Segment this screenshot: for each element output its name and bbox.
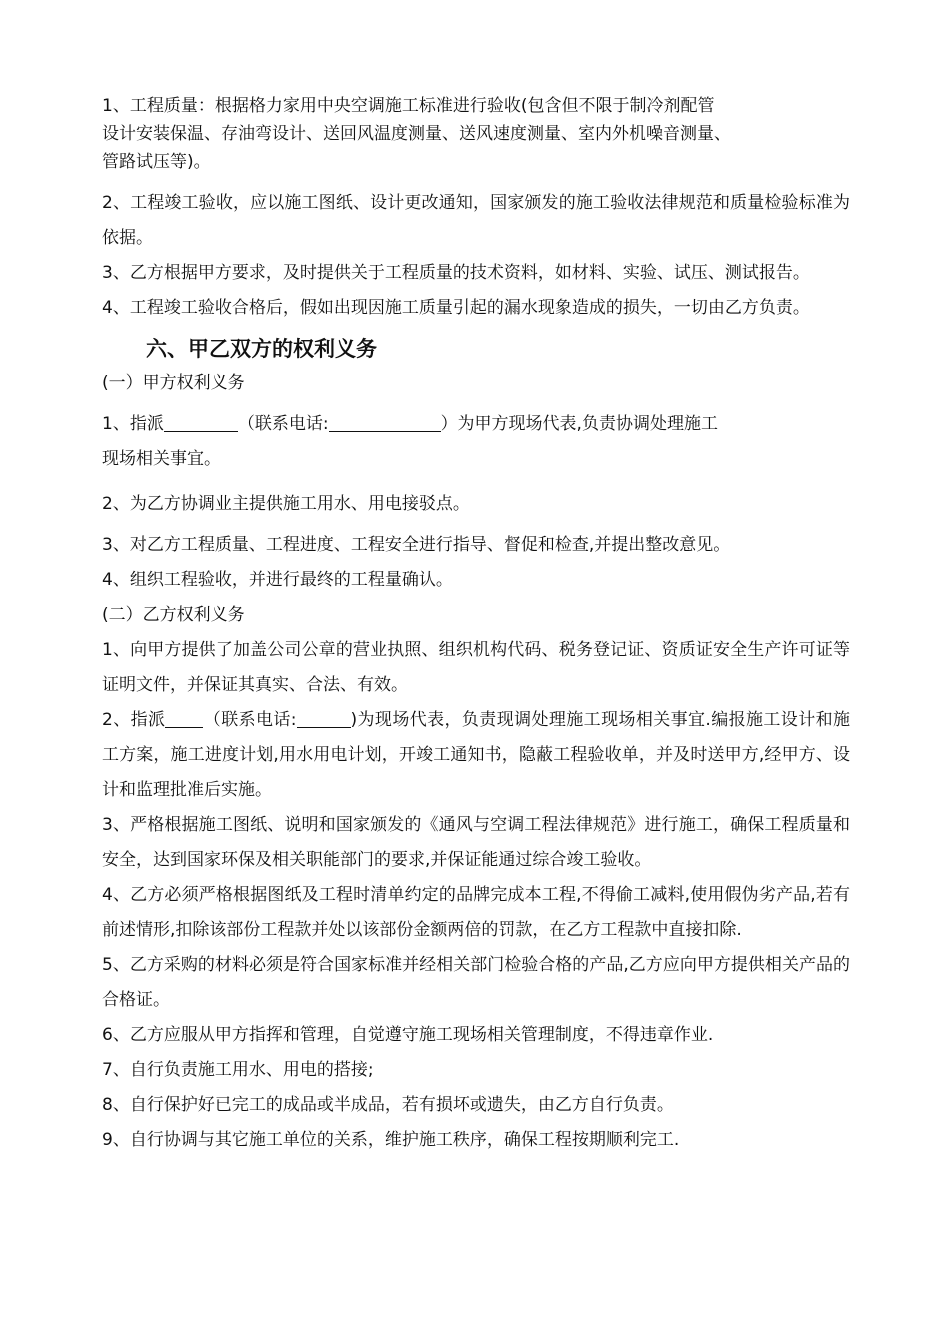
party-b-item-8: 8、自行保护好已完工的成品或半成品，若有损坏或遗失，由乙方自行负责。	[102, 1095, 674, 1115]
quality-clause-line-2: 设计安装保温、存油弯设计、送回风温度测量、送风速度测量、室内外机噪音测量、	[102, 124, 731, 144]
party-a-item-1	[102, 407, 850, 442]
party-a-item-1-suffix: ）为甲方现场代表,负责协调处理施工	[440, 414, 718, 434]
party-b-item-3: 3、严格根据施工图纸、说明和国家颁发的《通风与空调工程法律规范》进行施工，确保工程质量和安全，达到国家环保及相关职能部门的要求,并保证能通过综合竣工验收。	[102, 815, 850, 870]
party-b-item-9: 9、自行协调与其它施工单位的关系，维护施工秩序，确保工程按期顺利完工.	[102, 1130, 680, 1150]
party-a-item-1-line-2: 现场相关事宜。	[102, 449, 221, 469]
party-b-item-2	[102, 703, 850, 808]
party-b-item-2-prefix: 2、指派	[102, 710, 166, 730]
representative-name-blank-2	[165, 709, 203, 728]
party-a-item-3: 3、对乙方工程质量、工程进度、工程安全进行指导、督促和检查,并提出整改意见。	[102, 535, 731, 555]
party-b-item-7: 7、自行负责施工用水、用电的搭接;	[102, 1060, 374, 1080]
party-a-item-4: 4、组织工程验收，并进行最终的工程量确认。	[102, 570, 453, 590]
leak-liability-clause: 4、工程竣工验收合格后，假如出现因施工质量引起的漏水现象造成的损失，一切由乙方负责。	[102, 298, 810, 318]
party-b-subheading: (二）乙方权利义务	[102, 605, 245, 625]
representative-name-blank	[164, 413, 238, 432]
phone-number-blank	[329, 413, 441, 432]
phone-number-blank-2	[297, 709, 351, 728]
party-b-item-5: 5、乙方采购的材料必须是符合国家标准并经相关部门检验合格的产品,乙方应向甲方提供相关产品的合格证。	[102, 955, 850, 1010]
party-a-item-1-phone-label: （联系电话:	[237, 414, 329, 434]
party-b-item-1: 1、向甲方提供了加盖公司公章的营业执照、组织机构代码、税务登记证、资质证安全生产许可证等证明文件，并保证其真实、合法、有效。	[102, 640, 850, 695]
acceptance-basis-clause: 2、工程竣工验收，应以施工图纸、设计更改通知，国家颁发的施工验收法律规范和质量检验标准为依据。	[102, 193, 850, 248]
party-b-item-2-suffix: )为现场代表，负责现调处理施工现场相关事宜.编报施工设计和施工方案，施工进度计划,用水用电计划，开竣工通知书，隐蔽工程验收单，并及时送甲方,经甲方、设计和监理批准后实施。	[102, 710, 850, 800]
party-a-subheading: (一）甲方权利义务	[102, 373, 245, 393]
party-b-item-2-phone-label: （联系电话:	[203, 710, 297, 730]
section-heading-rights-obligations: 六、甲乙双方的权利义务	[146, 336, 377, 361]
technical-documents-clause: 3、乙方根据甲方要求，及时提供关于工程质量的技术资料，如材料、实验、试压、测试报告。	[102, 263, 810, 283]
party-a-item-2: 2、为乙方协调业主提供施工用水、用电接驳点。	[102, 494, 470, 514]
party-a-item-1-prefix: 1、指派	[102, 414, 164, 434]
quality-clause-line-1: 1、工程质量：根据格力家用中央空调施工标准进行验收(包含但不限于制冷剂配管	[102, 96, 715, 116]
party-b-item-4: 4、乙方必须严格根据图纸及工程时清单约定的品牌完成本工程,不得偷工减料,使用假伪劣产品,若有前述情形,扣除该部份工程款并处以该部份金额两倍的罚款，在乙方工程款中直接扣除.	[102, 885, 850, 940]
party-b-item-6: 6、乙方应服从甲方指挥和管理，自觉遵守施工现场相关管理制度，不得违章作业.	[102, 1025, 714, 1045]
quality-clause-line-3: 管路试压等)。	[102, 152, 211, 172]
